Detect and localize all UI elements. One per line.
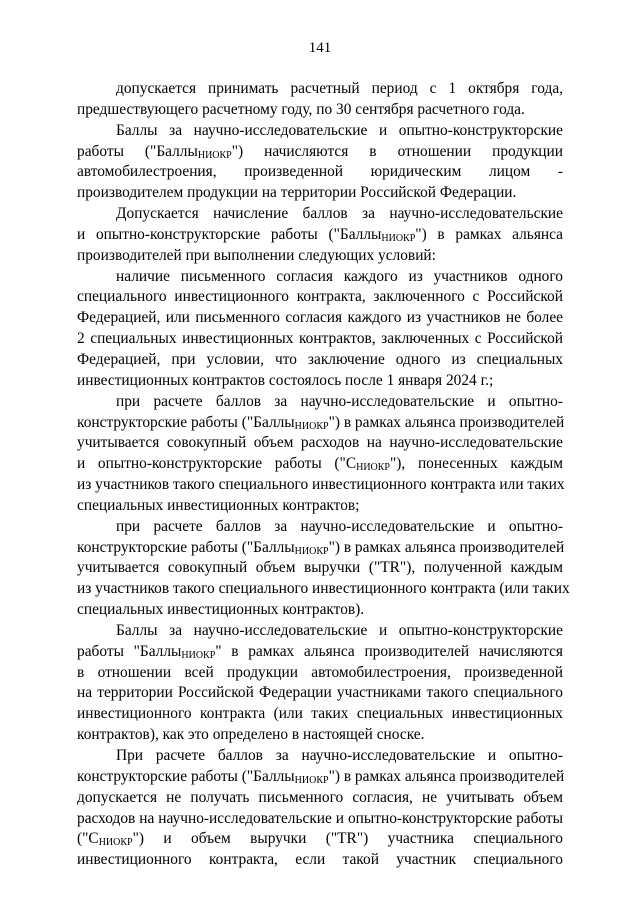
- text-line: и опытно-конструкторские работы $("С_{НИОКР}")$, понесенных каждым: [77, 455, 564, 474]
- text-line: $("С_{НИОКР}")$ и объем выручки ("TR") участника специального: [77, 830, 563, 849]
- text-line: учитывается совокупный объем расходов на научно-исследовательские: [77, 434, 563, 452]
- text-line: конструкторские работы ("Баллы$_{НИОКР}$") в рамках альянса производителей: [77, 767, 565, 786]
- text-line: расходов на научно-исследовательские и опытно-конструкторские работы: [77, 809, 563, 827]
- text-line: специальных инвестиционных контрактов).: [77, 601, 365, 619]
- paragraph: [77, 79, 563, 121]
- subscript: НИОКР: [381, 232, 416, 244]
- text-line: учитывается совокупный объем выручки ("TR"), полученной каждым: [77, 559, 563, 577]
- text-line: конструкторские работы ("Баллы$_{НИОКР}$") в рамках альянса производителей: [77, 538, 565, 557]
- text-line: При расчете баллов за научно-исследовательские и опытно-: [116, 747, 563, 764]
- text-line: инвестиционных контрактов состоялось после 1 января 2024 г.;: [77, 371, 494, 389]
- text-line: 2 специальных инвестиционных контрактов, заключенных с Российской: [77, 330, 563, 348]
- text-line: при расчете баллов за научно-исследовательские и опытно-: [116, 392, 563, 410]
- text-line: инвестиционного контракта, если такой участник специального: [77, 851, 563, 869]
- text-line: производителем продукции на территории Российской Федерации.: [77, 184, 517, 202]
- text-line: Баллы за научно-исследовательские и опытно-конструкторские: [116, 121, 563, 139]
- paragraph: [77, 517, 570, 621]
- text-line: в отношении всей продукции автомобилестроения, произведенной: [77, 663, 563, 681]
- text-line: и опытно-конструкторские работы ("Баллы$_{НИОКР}$") в рамках альянса: [77, 225, 563, 244]
- paragraph: [77, 267, 563, 392]
- text-line: Федерацией, при условии, что заключение одного из специальных: [77, 350, 563, 368]
- paragraph: [77, 392, 563, 517]
- text-line: из участников такого специального инвестиционного контракта или таких: [77, 476, 565, 494]
- text-line: на территории Российской Федерации участниками такого специального: [77, 684, 563, 702]
- text-line: наличие письменного согласия каждого из участников одного: [116, 267, 563, 285]
- text-line: конструкторские работы ("Баллы$_{НИОКР}$") в рамках альянса производителей: [77, 413, 565, 432]
- text-line: специального инвестиционного контракта, заключенного с Российской: [77, 288, 563, 306]
- page-number: 141: [308, 40, 332, 56]
- text-line: из участников такого специального инвестиционного контракта (или таких: [77, 580, 570, 598]
- text-line: при расчете баллов за научно-исследовательские и опытно-: [116, 517, 563, 535]
- text-line: допускается принимать расчетный период с 1 октября года,: [116, 80, 563, 97]
- subscript: НИОКР: [294, 774, 329, 786]
- text-line: Допускается начисление баллов за научно-исследовательские: [116, 205, 563, 223]
- subscript: НИОКР: [197, 149, 232, 161]
- paragraph: [77, 621, 563, 746]
- paragraph: [77, 746, 563, 871]
- subscript: НИОКР: [181, 649, 216, 661]
- text-line: контрактов), как это определено в настоящей сноске.: [77, 726, 425, 744]
- text-line: инвестиционного контракта (или таких специальных инвестиционных: [77, 705, 563, 723]
- text-line: Федерацией, или письменного согласия каждого из участников не более: [77, 309, 563, 327]
- text-line: допускается не получать письменного согласия, не учитывать объем: [77, 788, 563, 806]
- text-line: предшествующего расчетному году, по 30 сентября расчетного года.: [77, 100, 525, 118]
- paragraph: [77, 121, 563, 204]
- text-line: производителей при выполнении следующих условий:: [77, 246, 436, 264]
- text-line: работы ("Баллы$_{НИОКР}$") начисляются в отношении продукции: [77, 142, 564, 161]
- subscript: НИОКР: [294, 545, 329, 557]
- text-line: работы "Баллы$_{НИОКР}$" в рамках альянса производителей начисляются: [77, 642, 563, 661]
- subscript: НИОКР: [294, 420, 329, 432]
- subscript: НИОКР: [356, 462, 390, 474]
- document-body: [77, 79, 570, 871]
- paragraph: [77, 204, 563, 267]
- text-line: Баллы за научно-исследовательские и опытно-конструкторские: [116, 621, 563, 639]
- subscript: НИОКР: [98, 837, 133, 849]
- text-line: автомобилестроения, произведенной юридическим лицом -: [77, 163, 563, 181]
- text-line: специальных инвестиционных контрактов;: [77, 496, 360, 514]
